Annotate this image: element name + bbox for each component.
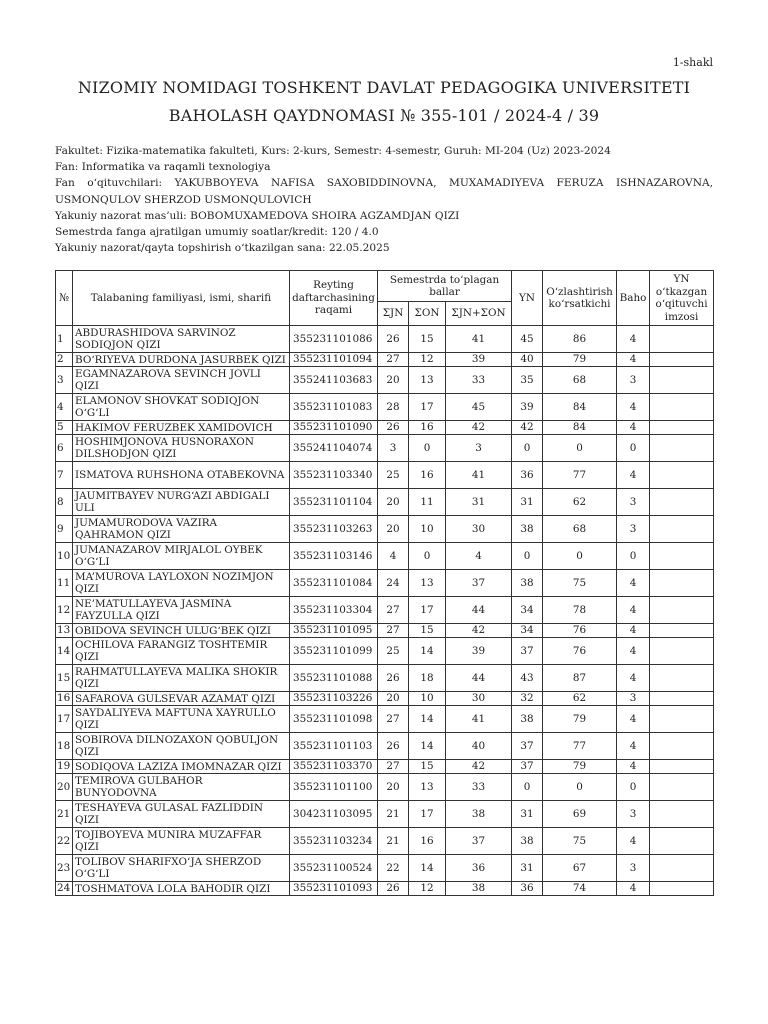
achievement-indicator: 0 (543, 435, 617, 462)
jn-on-total: 37 (446, 570, 512, 597)
document-meta (55, 143, 713, 256)
row-number: 3 (56, 367, 73, 394)
achievement-indicator: 77 (543, 462, 617, 489)
student-name: MA’MUROVA LAYLOXON NOZIMJON QIZI (73, 570, 290, 597)
row-number: 10 (56, 543, 73, 570)
achievement-indicator: 84 (543, 394, 617, 421)
jn-on-total: 39 (446, 638, 512, 665)
student-name: RAHMATULLAYEVA MALIKA SHOKIR QIZI (73, 665, 290, 692)
grade: 4 (617, 326, 650, 353)
on-score: 18 (409, 665, 446, 692)
grade: 3 (617, 367, 650, 394)
student-name: TEMIROVA GULBAHOR BUNYODOVNA (73, 774, 290, 801)
grade: 0 (617, 774, 650, 801)
table-row (56, 882, 714, 896)
grade: 4 (617, 570, 650, 597)
jn-score: 20 (378, 516, 409, 543)
row-number: 13 (56, 624, 73, 638)
yn-score: 34 (512, 624, 543, 638)
on-score: 11 (409, 489, 446, 516)
achievement-indicator: 69 (543, 801, 617, 828)
row-number: 14 (56, 638, 73, 665)
jn-on-total: 38 (446, 801, 512, 828)
jn-score: 26 (378, 733, 409, 760)
jn-score: 21 (378, 828, 409, 855)
record-book-number: 355231103340 (290, 462, 378, 489)
signature-cell (650, 597, 714, 624)
row-number: 2 (56, 353, 73, 367)
signature-cell (650, 801, 714, 828)
record-book-number: 355231101093 (290, 882, 378, 896)
student-name: TOJIBOYEVA MUNIRA MUZAFFAR QIZI (73, 828, 290, 855)
on-score: 15 (409, 624, 446, 638)
grade: 4 (617, 882, 650, 896)
grade: 3 (617, 516, 650, 543)
jn-score: 27 (378, 597, 409, 624)
jn-score: 20 (378, 774, 409, 801)
table-row (56, 421, 714, 435)
jn-score: 20 (378, 489, 409, 516)
grade: 4 (617, 624, 650, 638)
row-number: 22 (56, 828, 73, 855)
row-number: 9 (56, 516, 73, 543)
jn-on-total: 44 (446, 665, 512, 692)
jn-score: 20 (378, 367, 409, 394)
yn-score: 36 (512, 882, 543, 896)
row-number: 15 (56, 665, 73, 692)
form-number: 1-shakl (672, 56, 713, 69)
achievement-indicator: 68 (543, 516, 617, 543)
signature-cell (650, 570, 714, 597)
signature-cell (650, 706, 714, 733)
jn-on-total: 42 (446, 624, 512, 638)
achievement-indicator: 78 (543, 597, 617, 624)
table-row (56, 367, 714, 394)
student-name: TESHAYEVA GULASAL FAZLIDDIN QIZI (73, 801, 290, 828)
jn-on-total: 38 (446, 882, 512, 896)
jn-score: 21 (378, 801, 409, 828)
yn-score: 43 (512, 665, 543, 692)
on-score: 12 (409, 882, 446, 896)
meta-teachers: Fan o‘qituvchilari: YAKUBBOYEVA NAFISA SAXOBIDDINOVNA, MUXAMADIYEVA FERUZA ISHNAZAROVNA, USMONQULOV SHERZOD USMONQULOVICH (55, 177, 713, 206)
jn-on-total: 4 (446, 543, 512, 570)
student-name: EGAMNAZAROVA SEVINCH JOVLI QIZI (73, 367, 290, 394)
jn-on-total: 41 (446, 326, 512, 353)
meta-faculty: Fakultet: Fizika-matematika fakulteti, Kurs: 2-kurs, Semestr: 4-semestr, Guruh: MI-204 (Uz) 2023-2024 (55, 145, 611, 157)
jn-score: 4 (378, 543, 409, 570)
signature-cell (650, 624, 714, 638)
jn-score: 25 (378, 462, 409, 489)
achievement-indicator: 75 (543, 570, 617, 597)
table-row (56, 692, 714, 706)
student-name: OBIDOVA SEVINCH ULUG‘BEK QIZI (73, 624, 290, 638)
row-number: 4 (56, 394, 73, 421)
on-score: 16 (409, 828, 446, 855)
jn-score: 27 (378, 706, 409, 733)
yn-score: 37 (512, 733, 543, 760)
col-header-jn: ΣJN (378, 302, 409, 326)
yn-score: 38 (512, 828, 543, 855)
jn-on-total: 31 (446, 489, 512, 516)
meta-hours-credit: Semestrda fanga ajratilgan umumiy soatlar/kredit: 120 / 4.0 (55, 226, 379, 239)
grade: 4 (617, 462, 650, 489)
yn-score: 31 (512, 489, 543, 516)
col-header-record-book: Reyting daftarchasining raqami (290, 271, 378, 326)
grade: 4 (617, 665, 650, 692)
table-row (56, 733, 714, 760)
achievement-indicator: 0 (543, 543, 617, 570)
record-book-number: 355241104074 (290, 435, 378, 462)
grade: 4 (617, 394, 650, 421)
record-book-number: 355231100524 (290, 855, 378, 882)
signature-cell (650, 353, 714, 367)
row-number: 19 (56, 760, 73, 774)
jn-score: 20 (378, 692, 409, 706)
yn-score: 31 (512, 801, 543, 828)
grade: 3 (617, 692, 650, 706)
achievement-indicator: 75 (543, 828, 617, 855)
col-header-student-name: Talabaning familiyasi, ismi, sharifi (73, 271, 290, 326)
signature-cell (650, 855, 714, 882)
on-score: 16 (409, 421, 446, 435)
grade: 4 (617, 353, 650, 367)
row-number: 21 (56, 801, 73, 828)
on-score: 0 (409, 543, 446, 570)
row-number: 1 (56, 326, 73, 353)
jn-score: 3 (378, 435, 409, 462)
jn-score: 28 (378, 394, 409, 421)
record-book-number: 355231103146 (290, 543, 378, 570)
signature-cell (650, 692, 714, 706)
student-name: OCHILOVA FARANGIZ TOSHTEMIR QIZI (73, 638, 290, 665)
table-row (56, 774, 714, 801)
table-row (56, 435, 714, 462)
achievement-indicator: 68 (543, 367, 617, 394)
record-book-number: 355231101088 (290, 665, 378, 692)
signature-cell (650, 394, 714, 421)
table-row (56, 760, 714, 774)
signature-cell (650, 367, 714, 394)
meta-exam-supervisor: Yakuniy nazorat mas’uli: BOBOMUXAMEDOVA SHOIRA AGZAMDJAN QIZI (55, 209, 460, 222)
jn-on-total: 41 (446, 706, 512, 733)
table-row (56, 638, 714, 665)
row-number: 11 (56, 570, 73, 597)
on-score: 12 (409, 353, 446, 367)
achievement-indicator: 79 (543, 760, 617, 774)
student-name: SAYDALIYEVA MAFTUNA XAYRULLO QIZI (73, 706, 290, 733)
yn-score: 35 (512, 367, 543, 394)
meta-exam-date: Yakuniy nazorat/qayta topshirish o‘tkazilgan sana: 22.05.2025 (55, 242, 390, 255)
achievement-indicator: 76 (543, 638, 617, 665)
grade: 3 (617, 801, 650, 828)
signature-cell (650, 543, 714, 570)
student-name: HAKIMOV FERUZBEK XAMIDOVICH (73, 421, 290, 435)
record-book-number: 355231101100 (290, 774, 378, 801)
table-row (56, 801, 714, 828)
achievement-indicator: 87 (543, 665, 617, 692)
jn-score: 24 (378, 570, 409, 597)
student-name: BO‘RIYEVA DURDONA JASURBEK QIZI (73, 353, 290, 367)
grade: 4 (617, 760, 650, 774)
student-name: HOSHIMJONOVA HUSNORAXON DILSHODJON QIZI (73, 435, 290, 462)
row-number: 16 (56, 692, 73, 706)
signature-cell (650, 828, 714, 855)
row-number: 20 (56, 774, 73, 801)
row-number: 5 (56, 421, 73, 435)
table-row (56, 462, 714, 489)
yn-score: 45 (512, 326, 543, 353)
jn-on-total: 41 (446, 462, 512, 489)
grades-table (55, 270, 714, 896)
record-book-number: 355231101104 (290, 489, 378, 516)
signature-cell (650, 638, 714, 665)
signature-cell (650, 774, 714, 801)
jn-score: 25 (378, 638, 409, 665)
table-row (56, 570, 714, 597)
row-number: 8 (56, 489, 73, 516)
student-name: JAUMITBAYEV NURG‘AZI ABDIGALI ULI (73, 489, 290, 516)
col-header-yn: YN (512, 271, 543, 326)
on-score: 14 (409, 706, 446, 733)
table-row (56, 597, 714, 624)
yn-score: 42 (512, 421, 543, 435)
signature-cell (650, 665, 714, 692)
jn-on-total: 30 (446, 692, 512, 706)
meta-subject: Fan: Informatika va raqamli texnologiya (55, 161, 271, 174)
on-score: 14 (409, 733, 446, 760)
jn-on-total: 40 (446, 733, 512, 760)
table-row (56, 543, 714, 570)
signature-cell (650, 882, 714, 896)
jn-on-total: 37 (446, 828, 512, 855)
yn-score: 38 (512, 516, 543, 543)
on-score: 16 (409, 462, 446, 489)
record-book-number: 355231101095 (290, 624, 378, 638)
record-book-number: 355231101098 (290, 706, 378, 733)
grade: 4 (617, 597, 650, 624)
jn-on-total: 3 (446, 435, 512, 462)
record-book-number: 355231103370 (290, 760, 378, 774)
col-header-signature: YN o‘tkazgan o‘qituvchi imzosi (650, 271, 714, 326)
document-title: BAHOLASH QAYDNOMASI № 355-101 / 2024-4 / 39 (168, 106, 600, 125)
jn-on-total: 45 (446, 394, 512, 421)
record-book-number: 355231103234 (290, 828, 378, 855)
record-book-number: 355241103683 (290, 367, 378, 394)
row-number: 23 (56, 855, 73, 882)
yn-score: 32 (512, 692, 543, 706)
jn-score: 26 (378, 882, 409, 896)
yn-score: 38 (512, 570, 543, 597)
jn-on-total: 30 (446, 516, 512, 543)
on-score: 0 (409, 435, 446, 462)
achievement-indicator: 77 (543, 733, 617, 760)
on-score: 17 (409, 597, 446, 624)
jn-on-total: 33 (446, 774, 512, 801)
grade: 4 (617, 733, 650, 760)
jn-on-total: 42 (446, 760, 512, 774)
yn-score: 37 (512, 638, 543, 665)
record-book-number: 304231103095 (290, 801, 378, 828)
student-name: SODIQOVA LAZIZA IMOMNAZAR QIZI (73, 760, 290, 774)
yn-score: 39 (512, 394, 543, 421)
on-score: 15 (409, 760, 446, 774)
table-row (56, 516, 714, 543)
jn-score: 26 (378, 326, 409, 353)
signature-cell (650, 421, 714, 435)
signature-cell (650, 760, 714, 774)
grade: 4 (617, 706, 650, 733)
yn-score: 36 (512, 462, 543, 489)
yn-score: 31 (512, 855, 543, 882)
jn-score: 22 (378, 855, 409, 882)
student-name: ISMATOVA RUHSHONA OTABEKOVNA (73, 462, 290, 489)
on-score: 10 (409, 692, 446, 706)
record-book-number: 355231103263 (290, 516, 378, 543)
record-book-number: 355231101094 (290, 353, 378, 367)
record-book-number: 355231101086 (290, 326, 378, 353)
grade: 3 (617, 855, 650, 882)
col-header-grade: Baho (617, 271, 650, 326)
on-score: 17 (409, 801, 446, 828)
signature-cell (650, 516, 714, 543)
record-book-number: 355231103304 (290, 597, 378, 624)
table-row (56, 489, 714, 516)
grade: 3 (617, 489, 650, 516)
jn-on-total: 36 (446, 855, 512, 882)
jn-on-total: 42 (446, 421, 512, 435)
row-number: 12 (56, 597, 73, 624)
on-score: 10 (409, 516, 446, 543)
yn-score: 38 (512, 706, 543, 733)
jn-score: 27 (378, 624, 409, 638)
yn-score: 0 (512, 435, 543, 462)
table-row (56, 394, 714, 421)
signature-cell (650, 435, 714, 462)
record-book-number: 355231101099 (290, 638, 378, 665)
student-name: TOSHMATOVA LOLA BAHODIR QIZI (73, 882, 290, 896)
on-score: 13 (409, 774, 446, 801)
on-score: 13 (409, 367, 446, 394)
yn-score: 0 (512, 774, 543, 801)
signature-cell (650, 489, 714, 516)
yn-score: 37 (512, 760, 543, 774)
table-row (56, 665, 714, 692)
jn-on-total: 44 (446, 597, 512, 624)
achievement-indicator: 67 (543, 855, 617, 882)
student-name: ABDURASHIDOVA SARVINOZ SODIQJON QIZI (73, 326, 290, 353)
row-number: 18 (56, 733, 73, 760)
grade: 4 (617, 421, 650, 435)
achievement-indicator: 62 (543, 489, 617, 516)
on-score: 17 (409, 394, 446, 421)
on-score: 15 (409, 326, 446, 353)
jn-score: 27 (378, 760, 409, 774)
signature-cell (650, 462, 714, 489)
row-number: 24 (56, 882, 73, 896)
grades-table-body (56, 326, 714, 896)
row-number: 6 (56, 435, 73, 462)
row-number: 7 (56, 462, 73, 489)
achievement-indicator: 0 (543, 774, 617, 801)
signature-cell (650, 733, 714, 760)
yn-score: 0 (512, 543, 543, 570)
student-name: NE’MATULLAYEVA JASMINA FAYZULLA QIZI (73, 597, 290, 624)
table-row (56, 326, 714, 353)
jn-score: 27 (378, 353, 409, 367)
record-book-number: 355231101103 (290, 733, 378, 760)
student-name: JUMAMURODOVA VAZIRA QAHRAMON QIZI (73, 516, 290, 543)
col-header-indicator: O‘zlashtirish ko‘rsatkichi (543, 271, 617, 326)
student-name: TOLIBOV SHARIFXO‘JA SHERZOD O‘G‘LI (73, 855, 290, 882)
row-number: 17 (56, 706, 73, 733)
student-name: ELAMONOV SHOVKAT SODIQJON O‘G‘LI (73, 394, 290, 421)
jn-score: 26 (378, 421, 409, 435)
yn-score: 34 (512, 597, 543, 624)
achievement-indicator: 86 (543, 326, 617, 353)
on-score: 14 (409, 638, 446, 665)
col-header-jn-on: ΣJN+ΣON (446, 302, 512, 326)
grade: 0 (617, 543, 650, 570)
grade: 4 (617, 638, 650, 665)
table-row (56, 706, 714, 733)
signature-cell (650, 326, 714, 353)
jn-score: 26 (378, 665, 409, 692)
achievement-indicator: 79 (543, 353, 617, 367)
university-title: NIZOMIY NOMIDAGI TOSHKENT DAVLAT PEDAGOGIKA UNIVERSITETI (77, 78, 691, 97)
table-row (56, 855, 714, 882)
achievement-indicator: 84 (543, 421, 617, 435)
on-score: 14 (409, 855, 446, 882)
record-book-number: 355231101083 (290, 394, 378, 421)
on-score: 13 (409, 570, 446, 597)
table-row (56, 624, 714, 638)
achievement-indicator: 62 (543, 692, 617, 706)
col-header-semester-points: Semestrda to‘plagan ballar (378, 271, 512, 302)
jn-on-total: 39 (446, 353, 512, 367)
yn-score: 40 (512, 353, 543, 367)
grade: 0 (617, 435, 650, 462)
student-name: JUMANAZAROV MIRJALOL OYBEK O‘G‘LI (73, 543, 290, 570)
achievement-indicator: 79 (543, 706, 617, 733)
table-row (56, 828, 714, 855)
student-name: SOBIROVA DILNOZAXON QOBULJON QIZI (73, 733, 290, 760)
grade: 4 (617, 828, 650, 855)
achievement-indicator: 74 (543, 882, 617, 896)
record-book-number: 355231101090 (290, 421, 378, 435)
col-header-on: ΣON (409, 302, 446, 326)
record-book-number: 355231101084 (290, 570, 378, 597)
record-book-number: 355231103226 (290, 692, 378, 706)
student-name: SAFAROVA GULSEVAR AZAMAT QIZI (73, 692, 290, 706)
jn-on-total: 33 (446, 367, 512, 394)
table-row (56, 353, 714, 367)
col-header-number: № (56, 271, 73, 326)
achievement-indicator: 76 (543, 624, 617, 638)
